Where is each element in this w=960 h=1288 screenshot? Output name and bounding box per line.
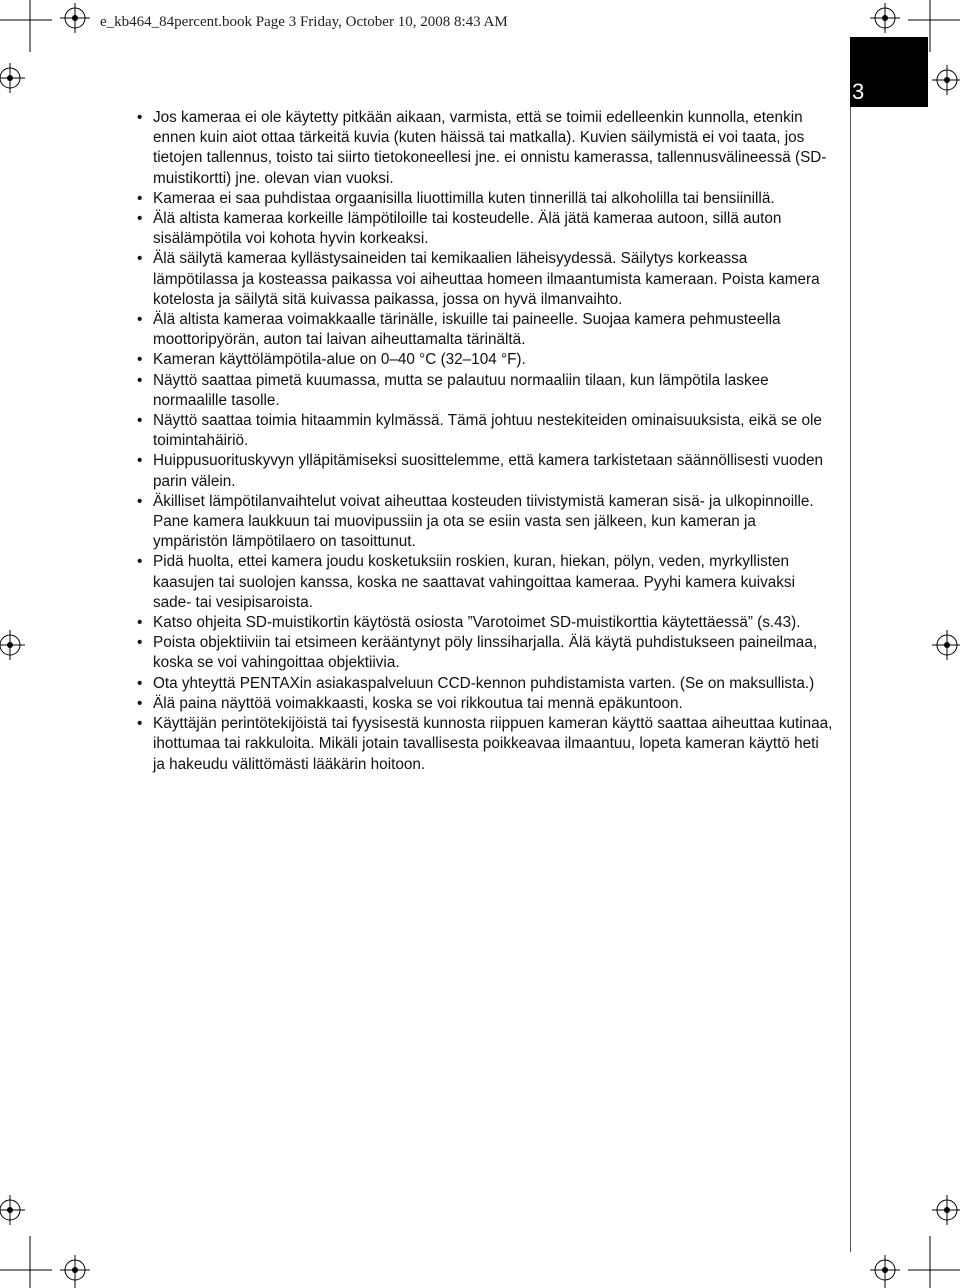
list-item — [134, 552, 834, 613]
list-item-text: Älä paina näyttöä voimakkaasti, koska se voi rikkoutua tai mennä epäkuntoon. — [153, 694, 683, 712]
bullet-icon: • — [137, 614, 143, 632]
list-item-text: Kameraa ei saa puhdistaa orgaanisilla liuottimilla kuten tinnerillä tai alkoholilla tai bensiinillä. — [153, 189, 775, 207]
list-item-text: Poista objektiiviin tai etsimeen kerääntynyt pöly linssiharjalla. Älä käytä puhdistukseen paineilmaa, koska se voi vahingoittaa objektiivia. — [153, 634, 818, 672]
list-item — [134, 108, 834, 189]
bullet-icon: • — [137, 371, 143, 389]
bullet-icon: • — [137, 210, 143, 228]
list-item — [134, 371, 834, 411]
list-item-text: Älä altista kameraa korkeille lämpötiloille tai kosteudelle. Älä jätä kameraa autoon, sillä auton sisälämpötila voi kohota hyvin korkeaksi. — [153, 210, 782, 248]
bullet-icon: • — [137, 674, 143, 692]
list-item-text: Älä säilytä kameraa kyllästysaineiden tai kemikaalien läheisyydessä. Säilytys korkeassa lämpötilassa ja kosteassa paikassa voi aiheuttaa homeen ilmaantumista kameraan. Poista kamera kotelosta ja säilytä sitä kuivassa paikassa, jossa on hyvä ilmanvaihto. — [153, 250, 820, 308]
list-item — [134, 350, 834, 370]
list-item-text: Katso ohjeita SD-muistikortin käytöstä osiosta ”Varotoimet SD-muistikorttia käytettäessä” (s.43). — [153, 614, 801, 632]
bullet-icon: • — [137, 109, 143, 126]
list-item — [134, 209, 834, 249]
list-item — [134, 451, 834, 491]
list-item-text: Älä altista kameraa voimakkaalle tärinälle, iskuille tai paineelle. Suojaa kamera pehmusteella moottoripyörän, auton tai laivan aiheuttamalta tärinältä. — [153, 311, 781, 349]
list-item — [134, 249, 834, 310]
list-item-text: Pidä huolta, ettei kamera joudu kosketuksiin roskien, kuran, hiekan, pölyn, veden, myrkyllisten kaasujen tai suolojen kanssa, koska ne saattavat vahingoittaa kameraa. Pyyhi kamera kuivaksi sade- tai vesipisaroista. — [153, 553, 795, 611]
list-item-text: Huippusuorituskyvyn ylläpitämiseksi suosittelemme, että kamera tarkistetaan säännöllisesti vuoden parin välein. — [153, 452, 823, 490]
list-item-text: Ota yhteyttä PENTAXin asiakaspalveluun CCD-kennon puhdistamista varten. (Se on maksullista.) — [153, 674, 815, 692]
list-item — [134, 633, 834, 673]
bullet-icon: • — [137, 634, 143, 652]
list-item-text: Äkilliset lämpötilanvaihtelut voivat aiheuttaa kosteuden tiivistymistä kameran sisä- ja ulkopinnoille. Pane kamera laukkuun tai muovipussiin ja ota se esiin vasta sen jälkeen, kun kameran ja ympäristön lämpötilaero on tasoittunut. — [153, 492, 814, 551]
bullet-icon: • — [137, 412, 143, 430]
list-item — [134, 411, 834, 451]
list-item — [134, 310, 834, 350]
print-header: e_kb464_84percent.book Page 3 Friday, October 10, 2008 8:43 AM — [100, 14, 508, 30]
bullet-icon: • — [137, 715, 143, 733]
bullet-icon: • — [137, 694, 143, 712]
bullet-icon: • — [137, 452, 143, 470]
precautions-list — [134, 108, 834, 775]
list-item — [134, 189, 834, 209]
bullet-icon: • — [137, 492, 143, 510]
list-item — [134, 694, 834, 714]
page-number: 3 — [852, 79, 865, 104]
bullet-icon: • — [137, 311, 143, 329]
list-item — [134, 613, 834, 633]
list-item-text: Käyttäjän perintötekijöistä tai fyysisestä kunnosta riippuen kameran käyttö saattaa aiheuttaa kutinaa, ihottumaa tai rakkuloita. Mikäli jotain tavallisesta poikkeavaa ilmaantuu, lopeta kameran käyttö heti ja hakeudu välittömästi lääkärin hoitoon. — [153, 715, 833, 773]
bullet-icon: • — [137, 250, 143, 268]
list-item-text: Jos kameraa ei ole käytetty pitkään aikaan, varmista, että se toimii edelleenkin kunnolla, etenkin ennen kuin aiot ottaa tärkeitä kuvia (kuten häissä tai matkalla). Kuvien säilymistä ei voi taata, jos tietojen tallennus, toisto tai siirto tietokoneellesi jne. ei onnistu kamerassa, tallennusvälineessä (SD-muistikortti) jne. olevan vian vuoksi. — [153, 109, 827, 187]
list-item — [134, 674, 834, 694]
list-item — [134, 492, 834, 553]
bullet-icon: • — [137, 189, 143, 207]
list-item-text: Kameran käyttölämpötila-alue on 0–40 °C (32–104 °F). — [153, 351, 526, 369]
list-item — [134, 714, 834, 775]
list-item-text: Näyttö saattaa toimia hitaammin kylmässä. Tämä johtuu nestekiteiden ominaisuuksista, eikä se ole toimintahäiriö. — [153, 412, 822, 450]
list-item-text: Näyttö saattaa pimetä kuumassa, mutta se palautuu normaaliin tilaan, kun lämpötila laskee normaalille tasolle. — [153, 371, 769, 409]
bullet-icon: • — [137, 553, 143, 571]
bullet-icon: • — [137, 351, 143, 369]
